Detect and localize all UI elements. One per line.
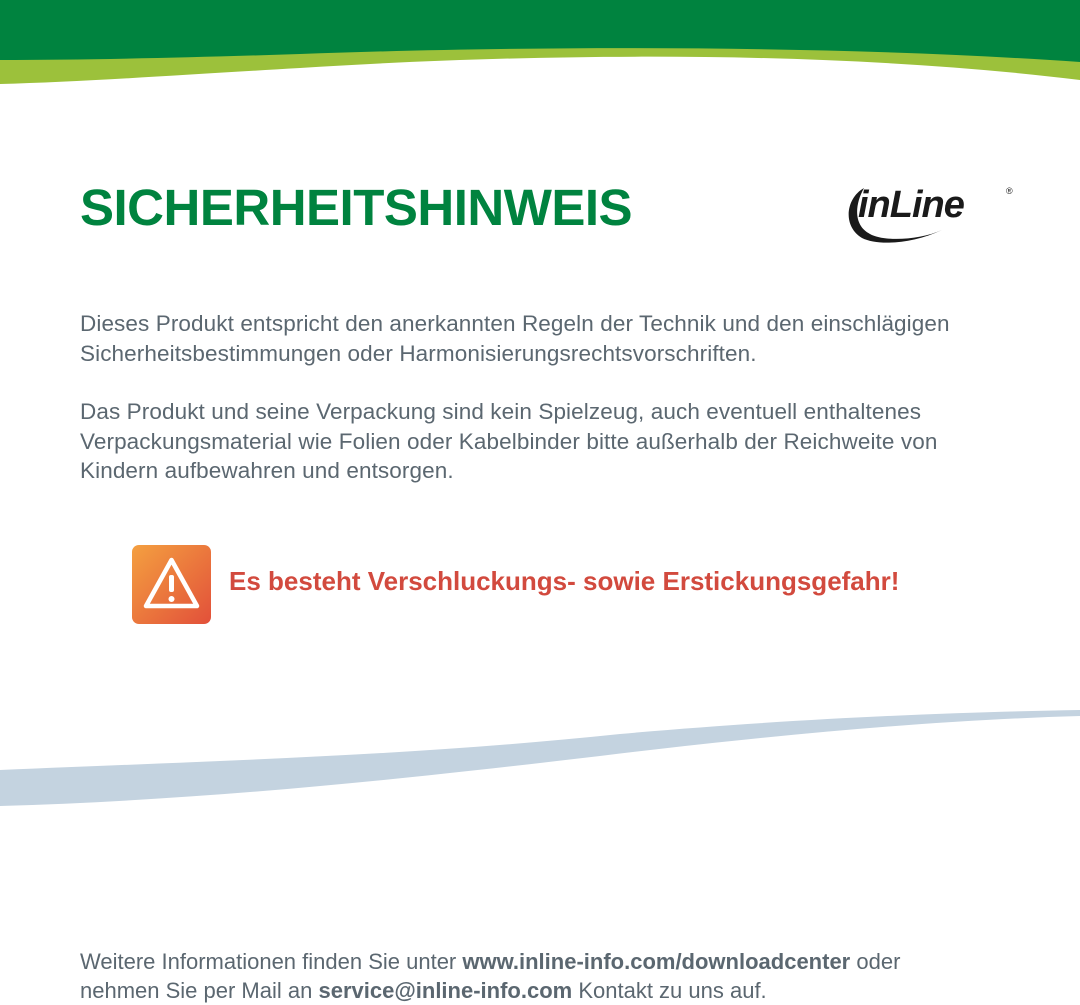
footer-text: Weitere Informationen finden Sie unter: [80, 949, 463, 974]
packaging-paragraph: Das Produkt und seine Verpackung sind kein Spielzeug, auch eventuell enthaltenes Verpackungsmaterial wie Folien oder Kabelbinder bitte außerhalb der Reichweite von Kindern aufbewahren und entsorgen.: [80, 399, 938, 483]
warning-triangle-icon: [131, 544, 212, 625]
registered-mark: ®: [1006, 186, 1013, 196]
downloadcenter-link[interactable]: www.inline-info.com/downloadcenter: [462, 949, 851, 974]
service-email-link[interactable]: service@inline-info.com: [318, 978, 573, 1003]
header-wave: [0, 0, 1080, 90]
footer-text: Kontakt zu uns auf.: [572, 978, 767, 1003]
footer-info: [80, 947, 1060, 1005]
footer-text: oder: [850, 949, 901, 974]
footer-text: nehmen Sie per Mail an: [80, 978, 319, 1003]
inline-logo: [842, 182, 1022, 248]
compliance-paragraph: Dieses Produkt entspricht den anerkannten Regeln der Technik und den einschlägigen Sicherheitsbestimmungen oder Harmonisierungsrechtsvorschriften.: [80, 311, 950, 366]
decorative-wave: [0, 700, 1080, 820]
logo-wordmark: inLine: [858, 184, 964, 226]
page-title: SICHERHEITSHINWEIS: [80, 179, 633, 236]
choking-hazard-warning: Es besteht Verschluckungs- sowie Erstickungsgefahr!: [229, 566, 900, 596]
